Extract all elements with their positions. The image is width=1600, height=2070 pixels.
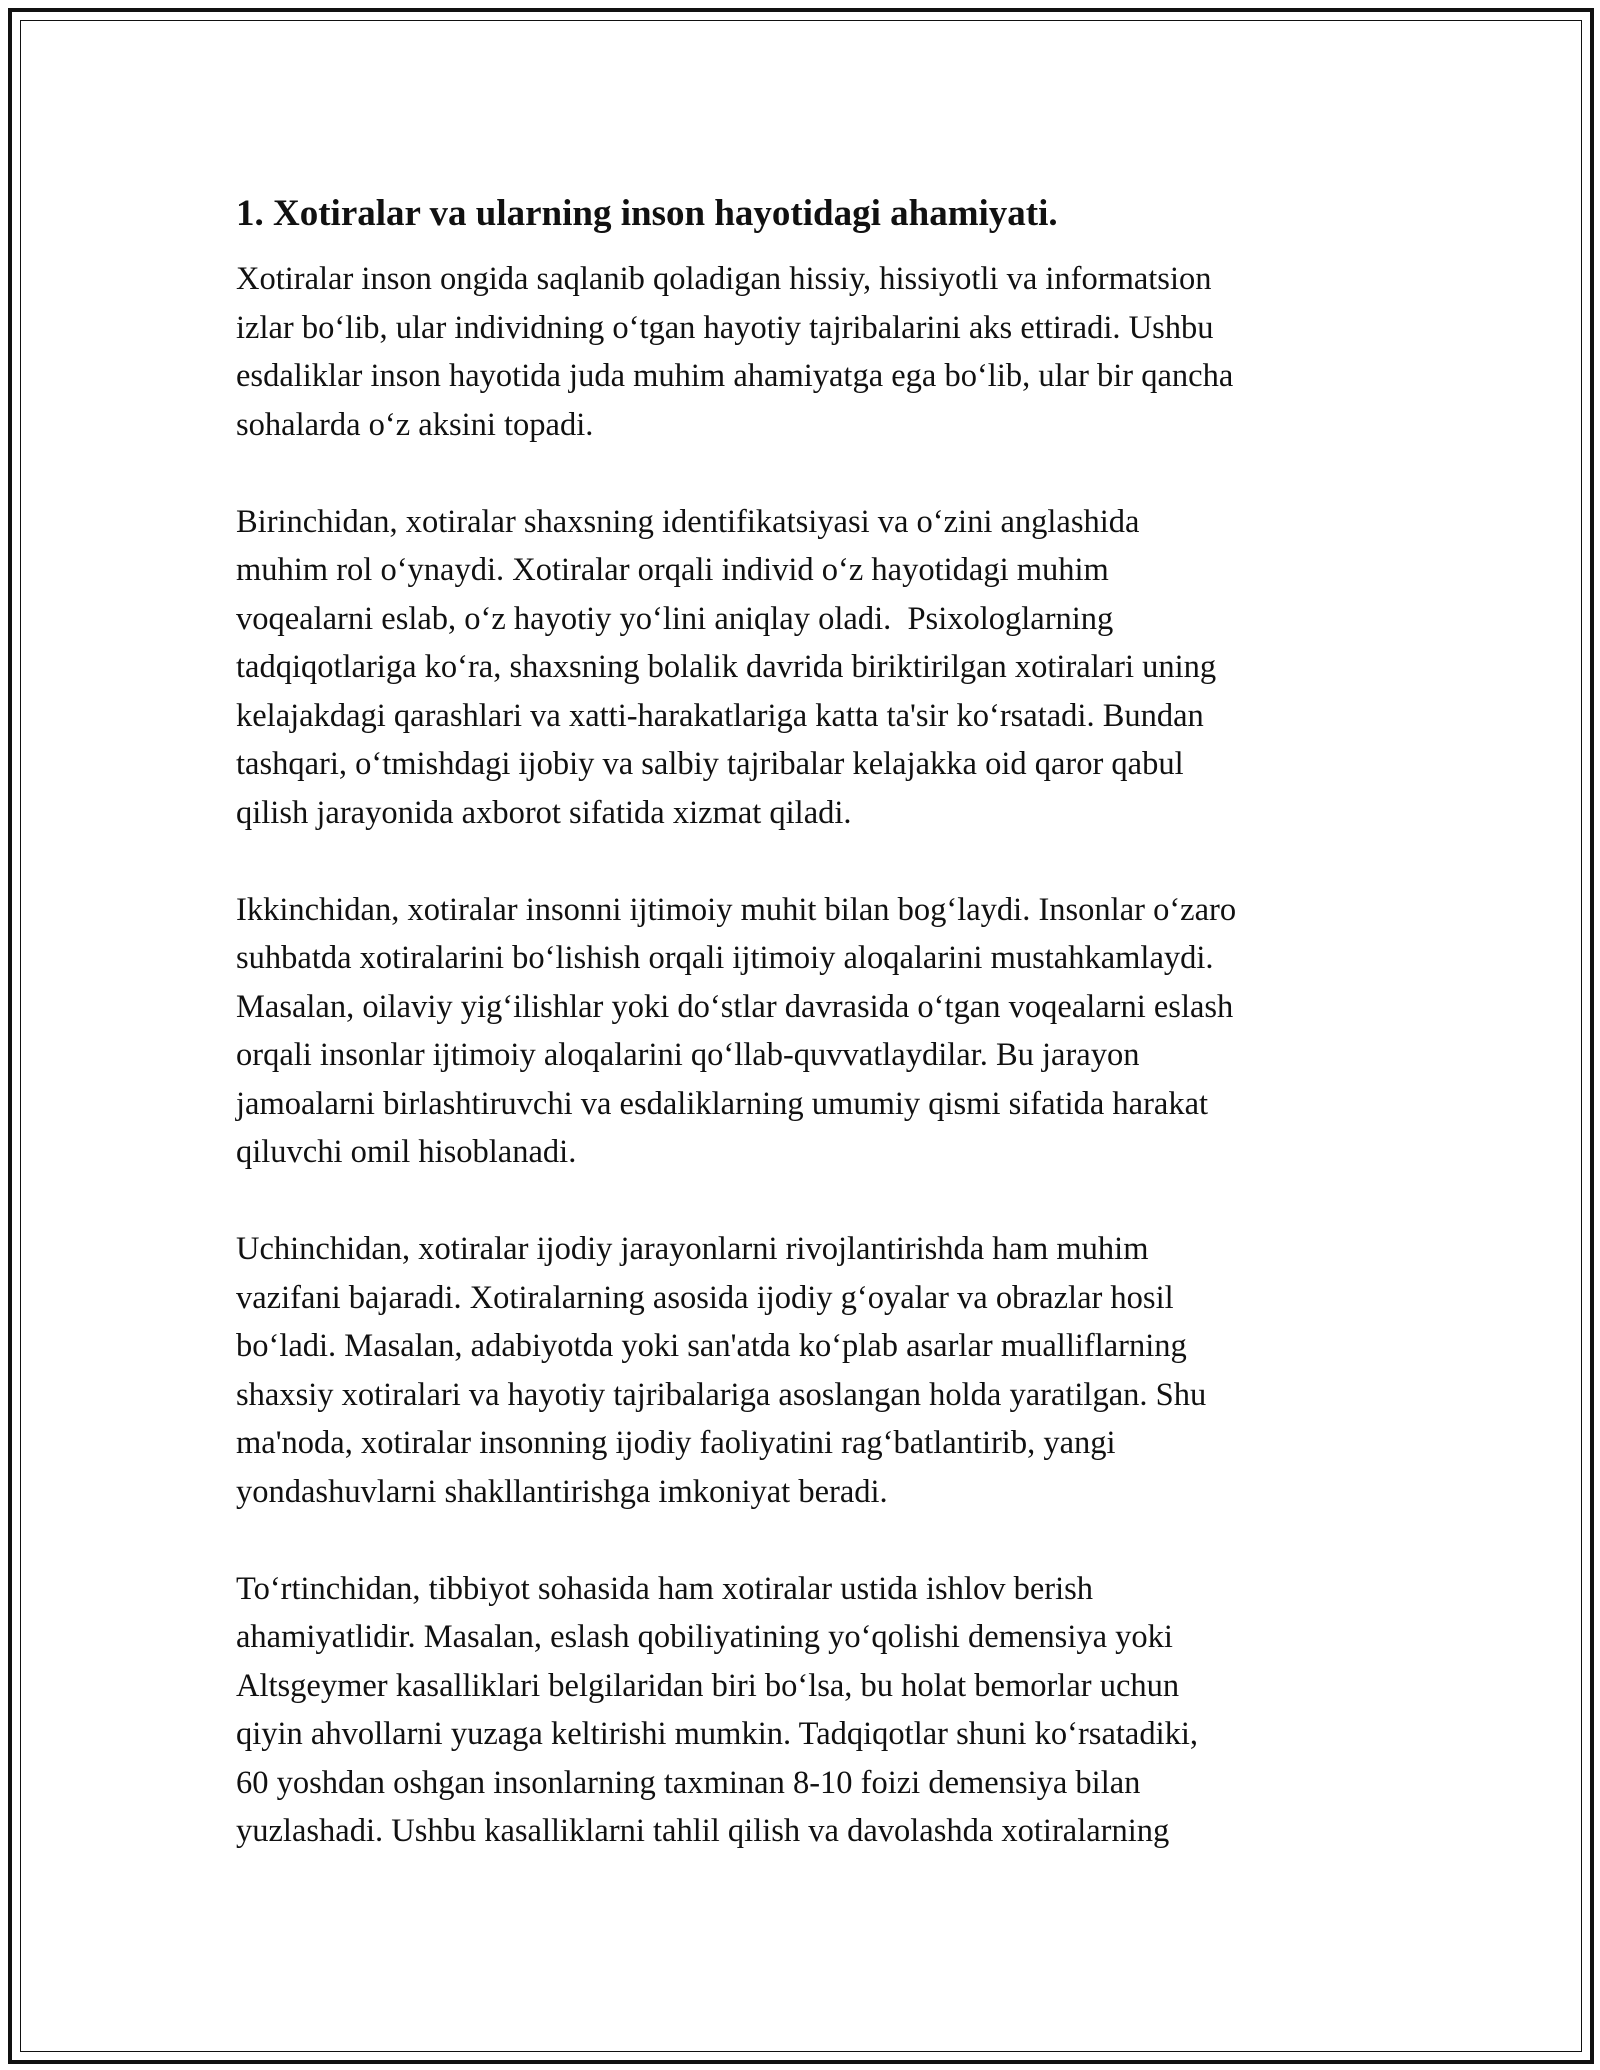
text-line: ahamiyatlidir. Masalan, eslash qobiliyatining yo‘qolishi demensiya yoki [236, 1619, 1173, 1655]
text-line: Masalan, oilaviy yig‘ilishlar yoki do‘stlar davrasida o‘tgan voqealarni eslash [236, 988, 1234, 1025]
paragraph-2 [236, 498, 1386, 838]
section-heading: 1. Xotiralar va ularning inson hayotidagi ahamiyati. [236, 193, 1058, 234]
text-line: muhim rol o‘ynaydi. Xotiralar orqali individ o‘z hayotidagi muhim [236, 552, 1109, 588]
text-line: sohalarda o‘z aksini topadi. [236, 406, 594, 443]
text-line: Uchinchidan, xotiralar ijodiy jarayonlarni rivojlantirishda ham muhim [236, 1231, 1149, 1267]
text-line: shaxsiy xotiralari va hayotiy tajribalariga asoslangan holda yaratilgan. Shu [236, 1376, 1207, 1413]
text-line: qilish jarayonida axborot sifatida xizmat qiladi. [236, 794, 852, 831]
text-line: vazifani bajaradi. Xotiralarning asosida ijodiy g‘oyalar va obrazlar hosil [236, 1279, 1174, 1316]
text-line: To‘rtinchidan, tibbiyot sohasida ham xotiralar ustida ishlov berish [236, 1570, 1094, 1607]
text-line: izlar bo‘lib, ular individning o‘tgan hayotiy tajribalarini aks ettiradi. Ushbu [236, 309, 1214, 346]
text-line: Altsgeymer kasalliklari belgilaridan biri bo‘lsa, bu holat bemorlar uchun [236, 1667, 1180, 1704]
text-line: suhbatda xotiralarini bo‘lishish orqali ijtimoiy aloqalarini mustahkamlaydi. [236, 940, 1214, 976]
document-body [236, 185, 1386, 1904]
text-line: kelajakdagi qarashlari va xatti-harakatlariga katta ta'sir ko‘rsatadi. Bundan [236, 697, 1204, 734]
text-line: yondashuvlarni shakllantirishga imkoniyat beradi. [236, 1473, 888, 1510]
text-line: Xotiralar inson ongida saqlanib qoladigan hissiy, hissiyotli va informatsion [236, 261, 1212, 297]
text-line: orqali insonlar ijtimoiy aloqalarini qo‘llab-quvvatlaydilar. Bu jarayon [236, 1037, 1140, 1073]
text-line: tadqiqotlariga ko‘ra, shaxsning bolalik davrida biriktirilgan xotiralari uning [236, 649, 1217, 685]
paragraph-3 [236, 886, 1386, 1177]
text-line: 60 yoshdan oshgan insonlarning taxminan 8-10 foizi demensiya bilan [236, 1764, 1141, 1801]
text-line: bo‘ladi. Masalan, adabiyotda yoki san'atda ko‘plab asarlar mualliflarning [236, 1328, 1187, 1364]
text-line: Birinchidan, xotiralar shaxsning identifikatsiyasi va o‘zini anglashida [236, 503, 1140, 540]
paragraph-1 [236, 255, 1386, 449]
paragraph-5 [236, 1565, 1386, 1856]
text-line: qiyin ahvollarni yuzaga keltirishi mumkin. Tadqiqotlar shuni ko‘rsatadiki, [236, 1716, 1199, 1752]
text-line: esdaliklar inson hayotida juda muhim ahamiyatga ega bo‘lib, ular bir qancha [236, 358, 1234, 394]
paragraph-4 [236, 1225, 1386, 1516]
text-line: ma'noda, xotiralar insonning ijodiy faoliyatini rag‘batlantirib, yangi [236, 1425, 1116, 1461]
text-line: voqealarni eslab, o‘z hayotiy yo‘lini aniqlay oladi. Psixologlarning [236, 600, 1114, 637]
text-line: jamoalarni birlashtiruvchi va esdaliklarning umumiy qismi sifatida harakat [236, 1085, 1209, 1122]
text-line: tashqari, o‘tmishdagi ijobiy va salbiy tajribalar kelajakka oid qaror qabul [236, 746, 1184, 782]
text-line: Ikkinchidan, xotiralar insonni ijtimoiy muhit bilan bog‘laydi. Insonlar o‘zaro [236, 891, 1237, 928]
text-line: yuzlashadi. Ushbu kasalliklarni tahlil qilish va davolashda xotiralarning [236, 1813, 1170, 1849]
text-line: qiluvchi omil hisoblanadi. [236, 1134, 577, 1170]
